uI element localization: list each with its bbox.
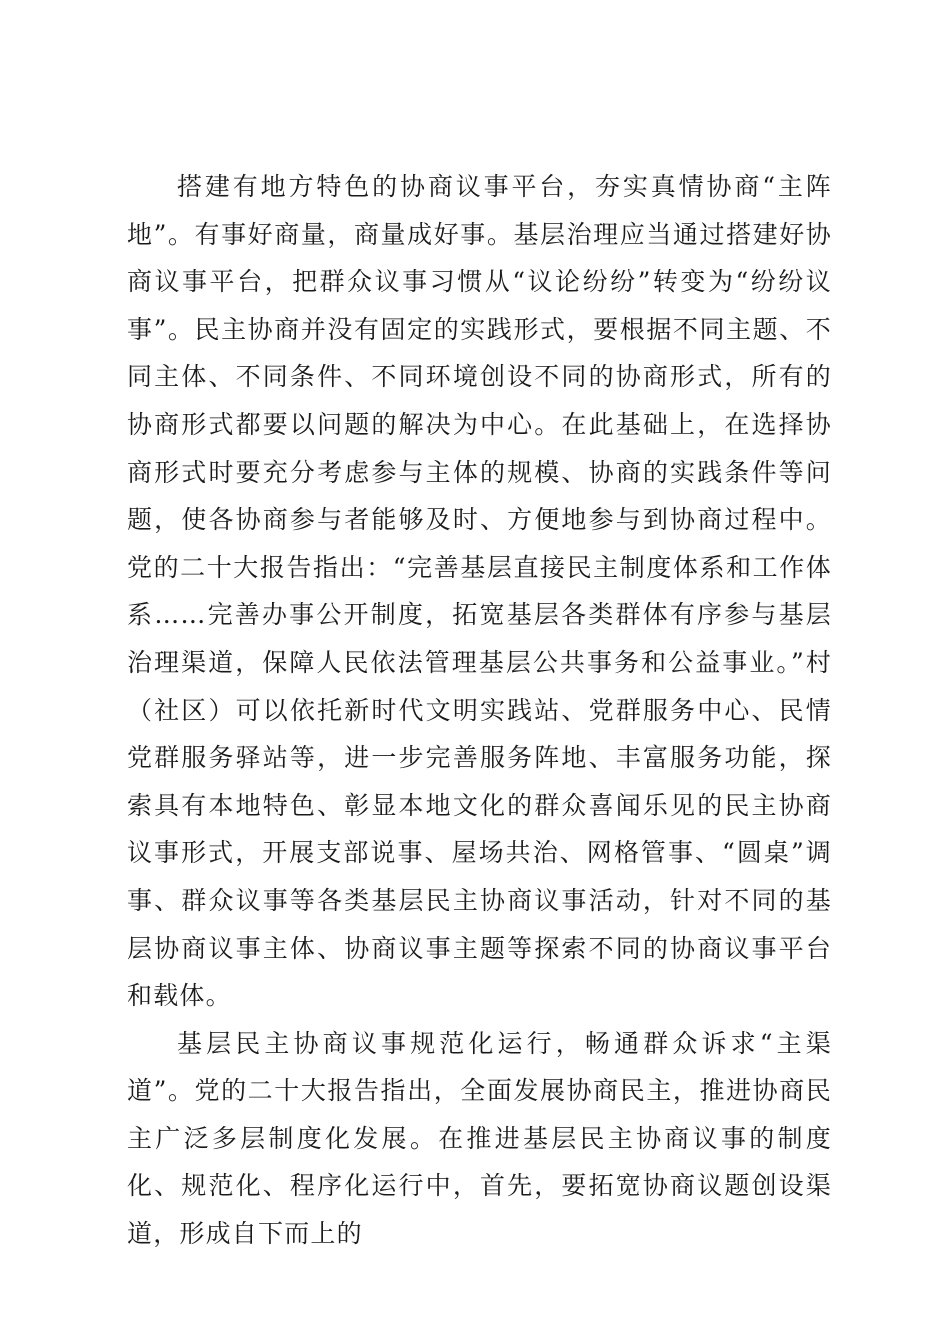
document-body (127, 163, 832, 1258)
paragraph-platform: 搭建有地方特色的协商议事平台，夯实真情协商“主阵地”。有事好商量，商量成好事。基层治理应当通过搭建好协商议事平台，把群众议事习惯从“议论纷纷”转变为“纷纷议事”。民主协商并没有固定的实践形式，要根据不同主题、不同主体、不同条件、不同环境创设不同的协商形式，所有的协商形式都要以问题的解决为中心。在此基础上，在选择协商形式时要充分考虑参与主体的规模、协商的实践条件等问题，使各协商参与者能够及时、方便地参与到协商过程中。党的二十大报告指出：“完善基层直接民主制度体系和工作体系……完善办事公开制度，拓宽基层各类群体有序参与基层治理渠道，保障人民依法管理基层公共事务和公益事业。”村（社区）可以依托新时代文明实践站、党群服务中心、民情党群服务驿站等，进一步完善服务阵地、丰富服务功能，探索具有本地特色、彰显本地文化的群众喜闻乐见的民主协商议事形式，开展支部说事、屋场共治、网格管事、“圆桌”调事、群众议事等各类基层民主协商议事活动，针对不同的基层协商议事主体、协商议事主题等探索不同的协商议事平台和载体。 (127, 172, 832, 1011)
paragraph-standardization: 基层民主协商议事规范化运行，畅通群众诉求“主渠道”。党的二十大报告指出，全面发展协商民主，推进协商民主广泛多层制度化发展。在推进基层民主协商议事的制度化、规范化、程序化运行中，首先，要拓宽协商议题创设渠道，形成自下而上的 (127, 1028, 832, 1249)
